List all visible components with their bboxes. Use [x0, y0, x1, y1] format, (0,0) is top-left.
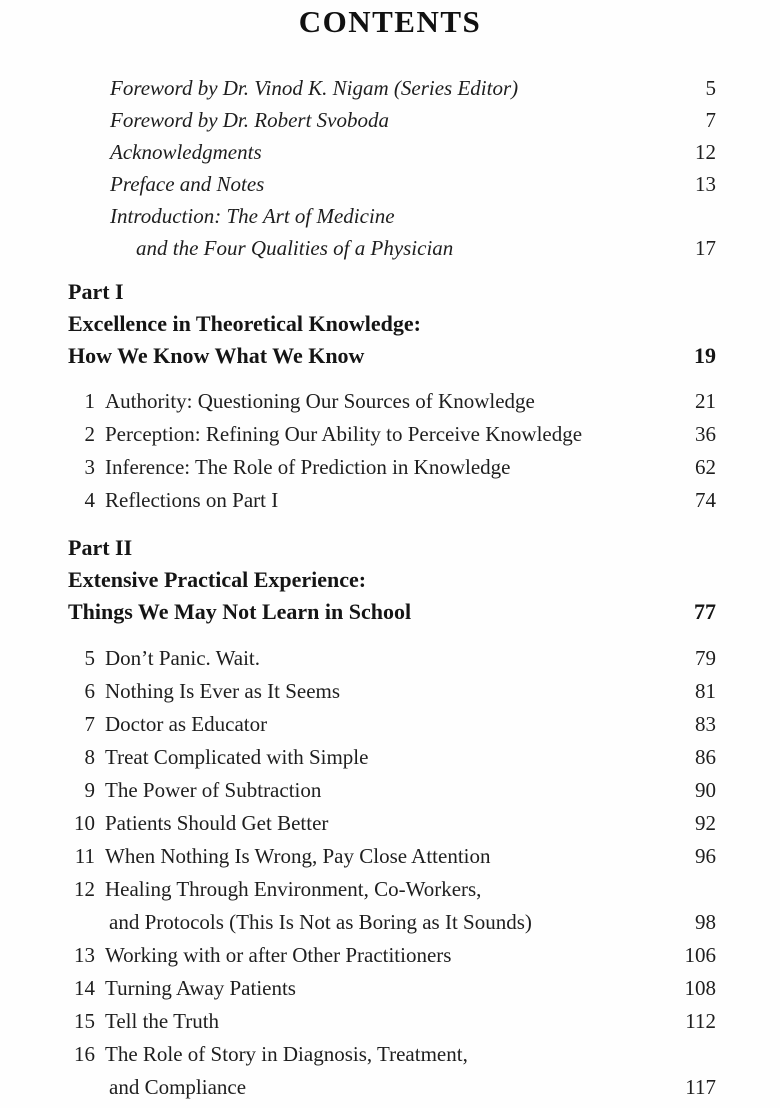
chapter-number: 8 — [84, 745, 95, 769]
chapter-title: Doctor as Educator — [105, 712, 268, 736]
toc-chapter-row — [62, 1005, 716, 1038]
chapter-title: Don’t Panic. Wait. — [105, 646, 261, 670]
chapter-number: 1 — [84, 389, 95, 413]
toc-chapter-row — [62, 385, 716, 418]
chapter-number: 10 — [74, 811, 95, 835]
chapter-title: Working with or after Other Practitioners — [105, 943, 452, 967]
chapter-title: Healing Through Environment, Co-Workers, — [105, 877, 482, 901]
chapter-page: 92 — [695, 811, 716, 835]
chapter-page: 62 — [695, 455, 716, 479]
toc-chapter-row — [62, 807, 716, 840]
toc-chapter-row — [62, 484, 716, 517]
chapter-number: 16 — [74, 1042, 95, 1066]
chapter-page: 108 — [684, 976, 716, 1000]
chapter-title-continuation: and Compliance — [109, 1075, 247, 1099]
chapter-page: 112 — [685, 1009, 716, 1033]
toc-chapter-row — [62, 741, 716, 774]
entry-page: 12 — [695, 140, 716, 164]
entry-title: Foreword by Dr. Robert Svoboda — [110, 108, 389, 132]
chapter-number: 15 — [74, 1009, 95, 1033]
chapter-page: 83 — [695, 712, 716, 736]
chapter-page: 106 — [684, 943, 716, 967]
entry-page: 13 — [695, 172, 716, 196]
chapter-page: 81 — [695, 679, 716, 703]
part-label: Part II — [68, 535, 133, 560]
toc-chapter-row — [62, 840, 716, 873]
chapter-number: 2 — [84, 422, 95, 446]
chapter-title: Nothing Is Ever as It Seems — [105, 679, 341, 703]
entry-page: 7 — [705, 108, 716, 132]
toc-chapter-row — [62, 642, 716, 675]
chapter-page: 98 — [695, 910, 716, 934]
toc-chapter-row — [62, 418, 716, 451]
toc-entry — [110, 200, 716, 264]
toc-chapter-row — [62, 972, 716, 1005]
chapter-title: Authority: Questioning Our Sources of Knowledge — [105, 389, 535, 413]
entry-title: Acknowledgments — [110, 140, 262, 164]
page-title: CONTENTS — [298, 4, 482, 39]
chapter-page: 86 — [695, 745, 716, 769]
part-subtitle: Excellence in Theoretical Knowledge: — [68, 311, 421, 336]
part-page: 77 — [694, 599, 716, 624]
chapter-page: 74 — [695, 488, 716, 512]
toc-chapter-row — [62, 774, 716, 807]
chapter-number: 6 — [84, 679, 95, 703]
chapter-title: When Nothing Is Wrong, Pay Close Attention — [105, 844, 491, 868]
chapter-title: Turning Away Patients — [105, 976, 296, 1000]
chapter-title: Reflections on Part I — [105, 488, 279, 512]
toc-chapter-row — [62, 939, 716, 972]
part-label: Part I — [68, 279, 124, 304]
chapter-number: 5 — [84, 646, 95, 670]
chapter-title: The Role of Story in Diagnosis, Treatment, — [105, 1042, 468, 1066]
part-subtitle: Extensive Practical Experience: — [68, 567, 367, 592]
entry-page: 17 — [695, 236, 716, 260]
part-heading — [68, 532, 716, 628]
toc-entry — [110, 104, 716, 136]
chapter-title: Treat Complicated with Simple — [105, 745, 369, 769]
chapter-page: 96 — [695, 844, 716, 868]
entry-page: 5 — [705, 76, 716, 100]
chapter-page: 117 — [685, 1075, 716, 1099]
toc-entry — [110, 72, 716, 104]
chapter-number: 11 — [74, 844, 95, 868]
toc-chapter-row — [62, 873, 716, 939]
toc-front-matter — [110, 72, 716, 264]
chapter-number: 9 — [84, 778, 95, 802]
entry-title: Introduction: The Art of Medicine — [110, 204, 395, 228]
chapter-number: 12 — [74, 877, 95, 901]
chapter-title: The Power of Subtraction — [105, 778, 322, 802]
part-subtitle: How We Know What We Know — [68, 343, 365, 368]
chapter-title: Tell the Truth — [105, 1009, 220, 1033]
entry-title: Preface and Notes — [110, 172, 265, 196]
chapter-page: 36 — [695, 422, 716, 446]
chapter-title: Inference: The Role of Prediction in Knowledge — [105, 455, 511, 479]
toc-chapter-row — [62, 675, 716, 708]
chapter-number: 3 — [84, 455, 95, 479]
toc-entry — [110, 136, 716, 168]
chapter-title: Perception: Refining Our Ability to Perceive Knowledge — [105, 422, 583, 446]
chapter-page: 21 — [695, 389, 716, 413]
chapter-number: 14 — [74, 976, 95, 1000]
chapter-number: 13 — [74, 943, 95, 967]
toc-chapter-row — [62, 1038, 716, 1104]
toc-chapter-list — [62, 385, 716, 517]
part-subtitle: Things We May Not Learn in School — [68, 599, 412, 624]
chapter-number: 7 — [84, 712, 95, 736]
entry-title-continuation: and the Four Qualities of a Physician — [136, 236, 454, 260]
toc-chapter-row — [62, 708, 716, 741]
chapter-page: 90 — [695, 778, 716, 802]
part-heading — [68, 276, 716, 372]
toc-chapter-list — [62, 642, 716, 1104]
entry-title: Foreword by Dr. Vinod K. Nigam (Series Editor) — [110, 76, 519, 100]
chapter-title: Patients Should Get Better — [105, 811, 329, 835]
toc-chapter-row — [62, 451, 716, 484]
part-page: 19 — [694, 343, 716, 368]
chapter-number: 4 — [84, 488, 95, 512]
chapter-page: 79 — [695, 646, 716, 670]
chapter-title-continuation: and Protocols (This Is Not as Boring as It Sounds) — [109, 910, 532, 934]
toc-entry — [110, 168, 716, 200]
